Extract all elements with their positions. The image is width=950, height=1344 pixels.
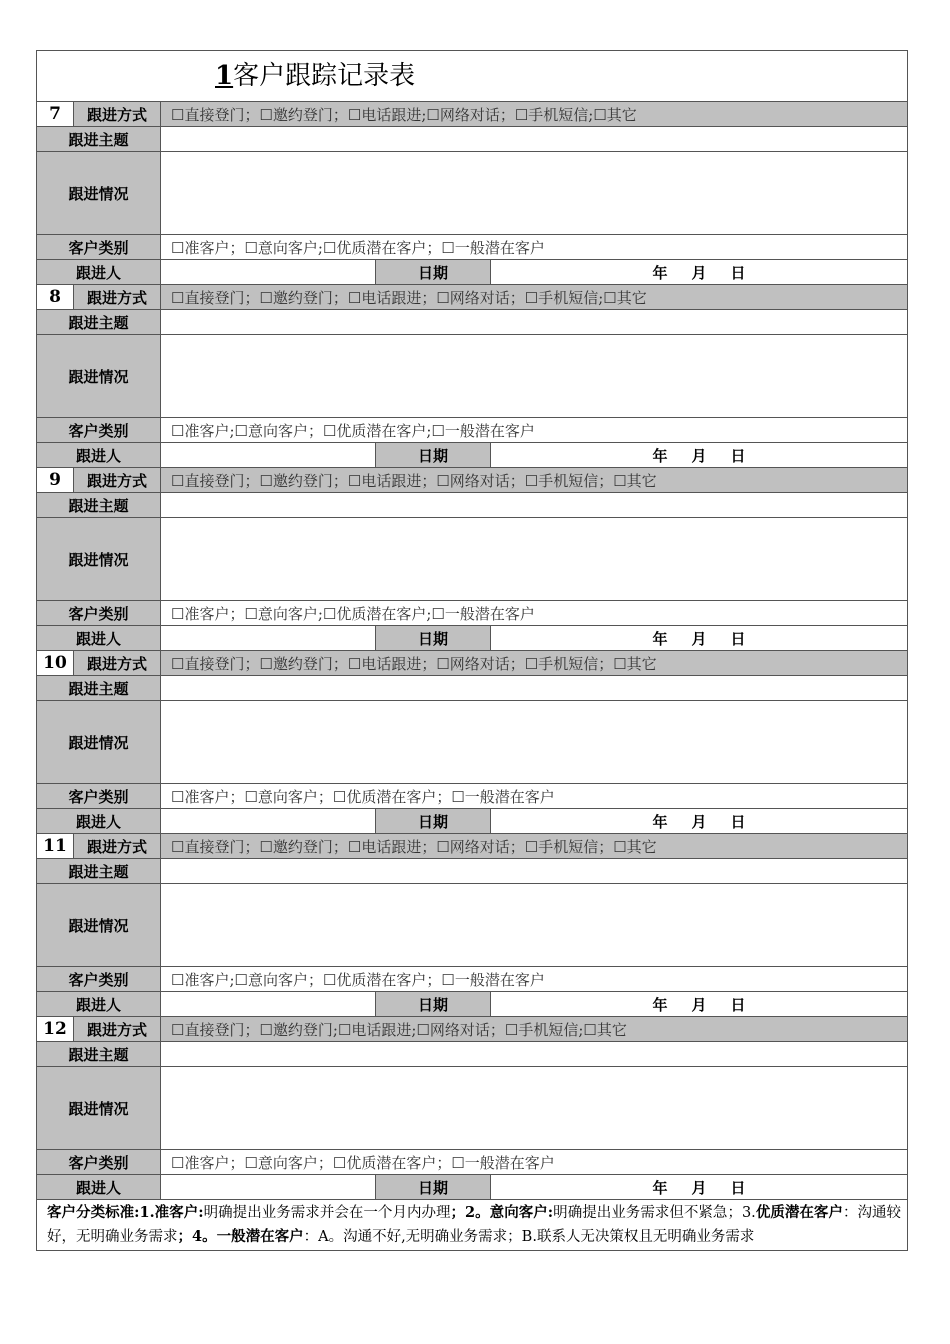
situation-field[interactable] — [161, 152, 908, 235]
topic-field[interactable] — [161, 127, 908, 152]
person-field[interactable] — [161, 443, 376, 468]
month-label: 月 — [691, 263, 707, 282]
method-label: 跟进方式 — [74, 834, 161, 859]
method-options[interactable]: ☐直接登门；☐邀约登门;☐电话跟进;☐网络对话；☐手机短信;☐其它 — [161, 1017, 908, 1042]
category-row — [37, 235, 908, 260]
method-row — [37, 468, 908, 493]
method-options[interactable]: ☐直接登门；☐邀约登门；☐电话跟进；☐网络对话；☐手机短信；☐其它 — [161, 834, 908, 859]
method-row — [37, 651, 908, 676]
record-number: 8 — [37, 285, 74, 310]
category-options[interactable]: ☐准客户;☐意向客户；☐优质潜在客户；☐一般潜在客户 — [161, 967, 908, 992]
situation-field[interactable] — [161, 884, 908, 967]
person-label: 跟进人 — [37, 1175, 161, 1200]
person-label: 跟进人 — [37, 626, 161, 651]
customer-tracking-sheet — [36, 50, 907, 1251]
day-label: 日 — [730, 1178, 746, 1197]
situation-label: 跟进情况 — [37, 1067, 161, 1150]
month-label: 月 — [691, 629, 707, 648]
year-label: 年 — [652, 629, 668, 648]
situation-label: 跟进情况 — [37, 335, 161, 418]
topic-field[interactable] — [161, 859, 908, 884]
record-number: 11 — [37, 834, 74, 859]
method-options[interactable]: ☐直接登门；☐邀约登门；☐电话跟进;☐网络对话；☐手机短信;☐其它 — [161, 102, 908, 127]
method-options[interactable]: ☐直接登门；☐邀约登门；☐电话跟进；☐网络对话；☐手机短信；☐其它 — [161, 468, 908, 493]
topic-row — [37, 676, 908, 701]
date-field[interactable] — [491, 260, 908, 285]
year-label: 年 — [652, 263, 668, 282]
person-date-row — [37, 443, 908, 468]
category-options[interactable]: ☐准客户；☐意向客户；☐优质潜在客户；☐一般潜在客户 — [161, 784, 908, 809]
situation-label: 跟进情况 — [37, 701, 161, 784]
situation-field[interactable] — [161, 1067, 908, 1150]
category-label: 客户类别 — [37, 967, 161, 992]
date-field[interactable] — [491, 443, 908, 468]
situation-field[interactable] — [161, 518, 908, 601]
title-number: 1 — [215, 61, 234, 91]
method-options[interactable]: ☐直接登门；☐邀约登门；☐电话跟进；☐网络对话；☐手机短信；☐其它 — [161, 651, 908, 676]
topic-row — [37, 493, 908, 518]
date-field[interactable] — [491, 1175, 908, 1200]
category-label: 客户类别 — [37, 1150, 161, 1175]
date-label: 日期 — [376, 1175, 491, 1200]
method-label: 跟进方式 — [74, 1017, 161, 1042]
topic-label: 跟进主题 — [37, 859, 161, 884]
topic-label: 跟进主题 — [37, 310, 161, 335]
situation-row — [37, 518, 908, 601]
person-label: 跟进人 — [37, 443, 161, 468]
situation-field[interactable] — [161, 701, 908, 784]
method-row — [37, 1017, 908, 1042]
date-label: 日期 — [376, 260, 491, 285]
record-number: 12 — [37, 1017, 74, 1042]
person-date-row — [37, 809, 908, 834]
day-label: 日 — [730, 263, 746, 282]
category-label: 客户类别 — [37, 601, 161, 626]
category-row — [37, 1150, 908, 1175]
topic-row — [37, 310, 908, 335]
topic-label: 跟进主题 — [37, 1042, 161, 1067]
method-options[interactable]: ☐直接登门；☐邀约登门；☐电话跟进；☐网络对话；☐手机短信;☐其它 — [161, 285, 908, 310]
situation-row — [37, 152, 908, 235]
topic-row — [37, 859, 908, 884]
day-label: 日 — [730, 812, 746, 831]
day-label: 日 — [730, 995, 746, 1014]
category-label: 客户类别 — [37, 235, 161, 260]
topic-field[interactable] — [161, 493, 908, 518]
method-row — [37, 834, 908, 859]
method-label: 跟进方式 — [74, 651, 161, 676]
category-row — [37, 967, 908, 992]
date-label: 日期 — [376, 809, 491, 834]
date-label: 日期 — [376, 626, 491, 651]
person-date-row — [37, 260, 908, 285]
category-row — [37, 601, 908, 626]
year-label: 年 — [652, 995, 668, 1014]
method-row — [37, 102, 908, 127]
person-field[interactable] — [161, 260, 376, 285]
year-label: 年 — [652, 446, 668, 465]
record-number: 9 — [37, 468, 74, 493]
situation-label: 跟进情况 — [37, 152, 161, 235]
situation-row — [37, 884, 908, 967]
topic-label: 跟进主题 — [37, 676, 161, 701]
category-label: 客户类别 — [37, 784, 161, 809]
record-number: 10 — [37, 651, 74, 676]
category-options[interactable]: ☐准客户；☐意向客户;☐优质潜在客户；☐一般潜在客户 — [161, 235, 908, 260]
category-row — [37, 784, 908, 809]
category-row — [37, 418, 908, 443]
year-label: 年 — [652, 812, 668, 831]
situation-row — [37, 701, 908, 784]
day-label: 日 — [730, 629, 746, 648]
situation-row — [37, 1067, 908, 1150]
topic-label: 跟进主题 — [37, 493, 161, 518]
sheet-title — [37, 51, 908, 102]
situation-label: 跟进情况 — [37, 518, 161, 601]
person-date-row — [37, 1175, 908, 1200]
category-options[interactable]: ☐准客户;☐意向客户；☐优质潜在客户;☐一般潜在客户 — [161, 418, 908, 443]
topic-field[interactable] — [161, 676, 908, 701]
person-date-row — [37, 992, 908, 1017]
situation-field[interactable] — [161, 335, 908, 418]
month-label: 月 — [691, 1178, 707, 1197]
date-label: 日期 — [376, 443, 491, 468]
method-label: 跟进方式 — [74, 285, 161, 310]
topic-row — [37, 1042, 908, 1067]
person-field[interactable] — [161, 1175, 376, 1200]
category-options[interactable]: ☐准客户；☐意向客户；☐优质潜在客户；☐一般潜在客户 — [161, 1150, 908, 1175]
date-field[interactable] — [491, 626, 908, 651]
person-field[interactable] — [161, 809, 376, 834]
tracking-table — [36, 50, 908, 1251]
topic-field[interactable] — [161, 1042, 908, 1067]
month-label: 月 — [691, 446, 707, 465]
date-label: 日期 — [376, 992, 491, 1017]
month-label: 月 — [691, 995, 707, 1014]
topic-label: 跟进主题 — [37, 127, 161, 152]
person-label: 跟进人 — [37, 260, 161, 285]
category-label: 客户类别 — [37, 418, 161, 443]
method-row — [37, 285, 908, 310]
situation-row — [37, 335, 908, 418]
method-label: 跟进方式 — [74, 468, 161, 493]
person-field[interactable] — [161, 992, 376, 1017]
person-date-row — [37, 626, 908, 651]
person-label: 跟进人 — [37, 992, 161, 1017]
day-label: 日 — [730, 446, 746, 465]
record-number: 7 — [37, 102, 74, 127]
date-field[interactable] — [491, 992, 908, 1017]
date-field[interactable] — [491, 809, 908, 834]
person-label: 跟进人 — [37, 809, 161, 834]
topic-row — [37, 127, 908, 152]
category-options[interactable]: ☐准客户；☐意向客户;☐优质潜在客户;☐一般潜在客户 — [161, 601, 908, 626]
method-label: 跟进方式 — [74, 102, 161, 127]
classification-note: 客户分类标准:1.准客户:明确提出业务需求并会在一个月内办理；2。意向客户:明确提出业务需求但不紧急；3.优质潜在客户：沟通较好，无明确业务需求；4。一般潜在客户：A。沟通不好,无明确业务需求；B.联系人无决策权且无明确业务需求 — [37, 1200, 908, 1251]
title-text: 客户跟踪记录表 — [233, 61, 416, 91]
year-label: 年 — [652, 1178, 668, 1197]
month-label: 月 — [691, 812, 707, 831]
person-field[interactable] — [161, 626, 376, 651]
topic-field[interactable] — [161, 310, 908, 335]
situation-label: 跟进情况 — [37, 884, 161, 967]
